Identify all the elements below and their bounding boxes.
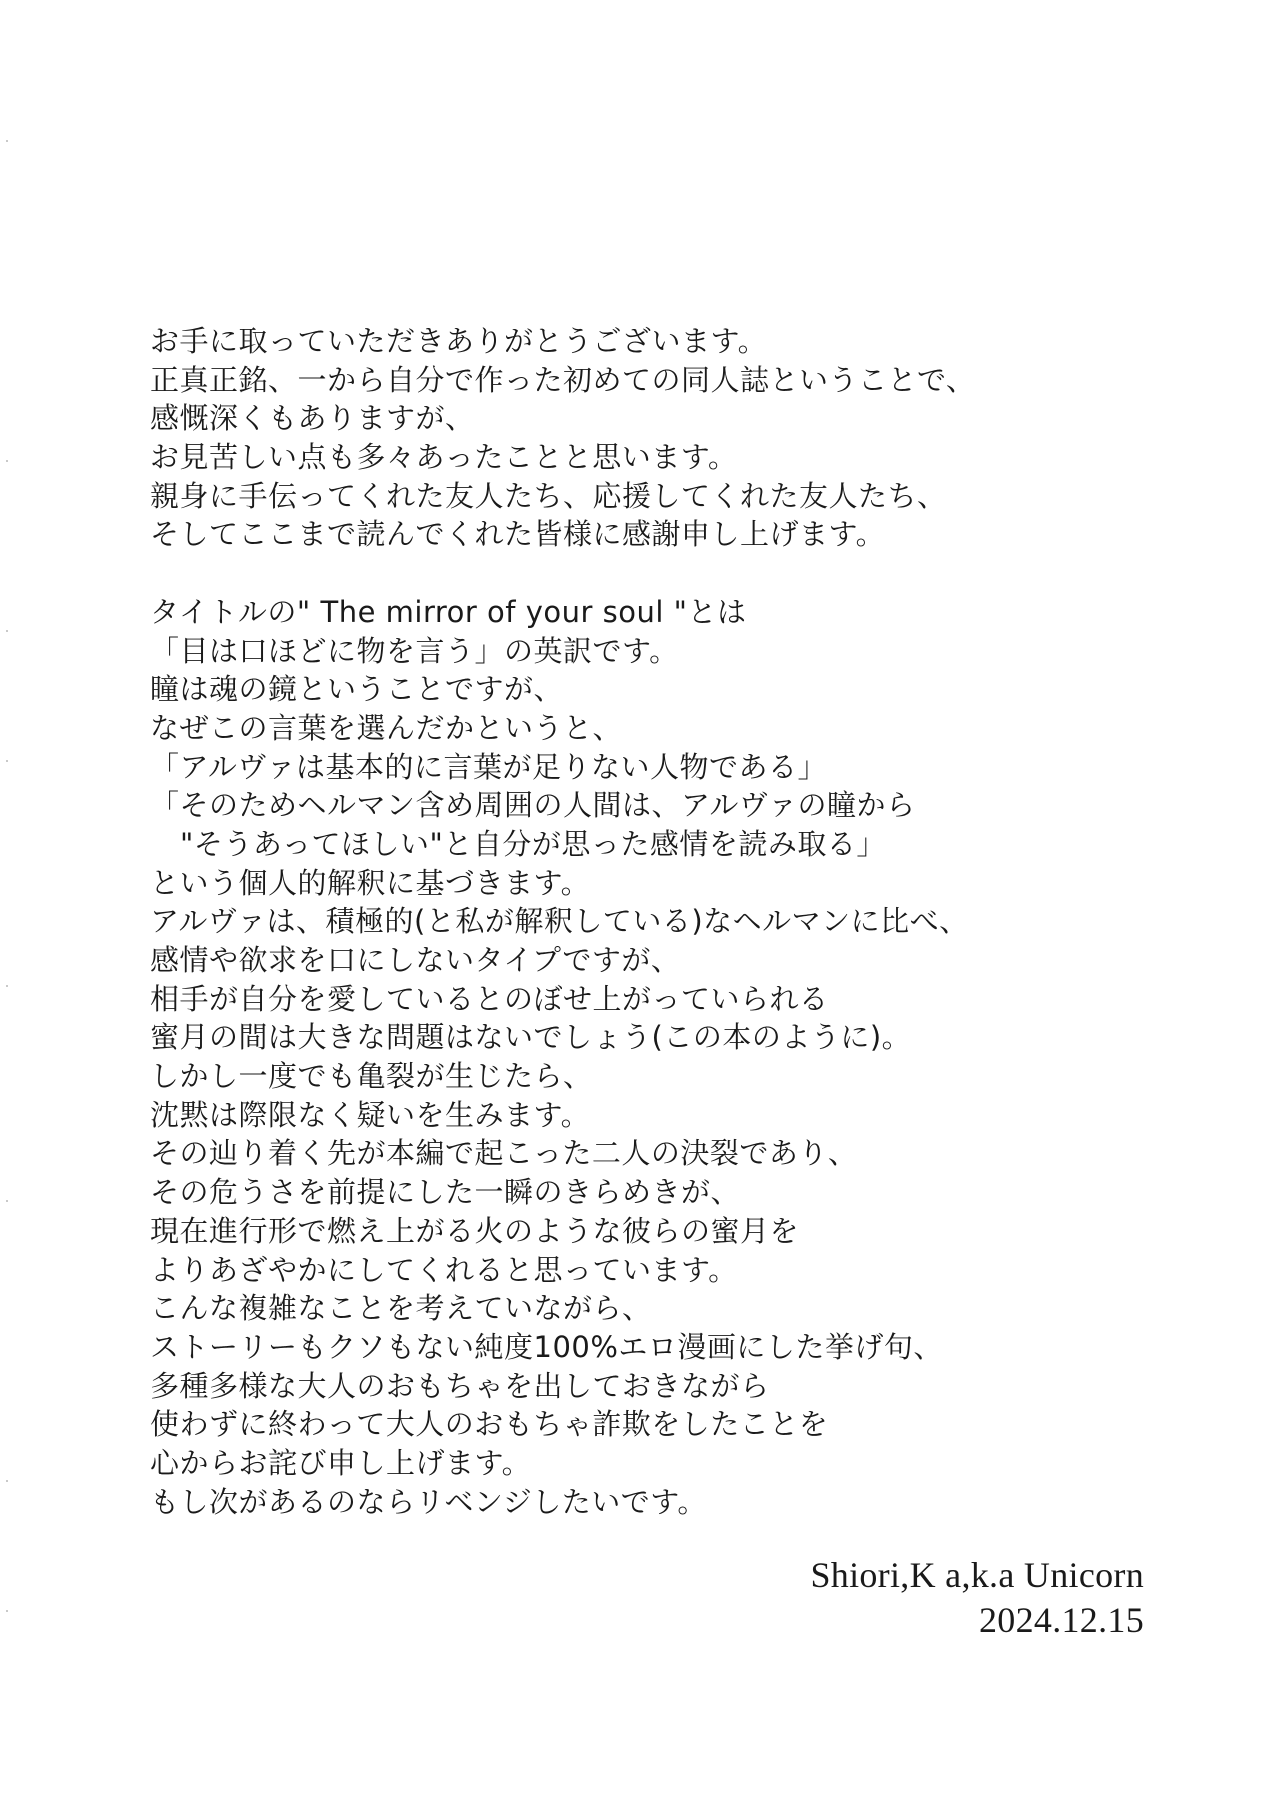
scan-edge-mark xyxy=(6,1610,8,1612)
text-line: 現在進行形で燃え上がる火のような彼らの蜜月を xyxy=(150,1213,800,1248)
scan-edge-mark xyxy=(6,985,8,987)
paragraph-spacer xyxy=(150,554,1150,593)
text-line: 使わずに終わって大人のおもちゃ詐欺をしたことを xyxy=(150,1407,829,1442)
text-line: その危うさを前提にした一瞬のきらめきが、 xyxy=(150,1175,741,1210)
text-line: よりあざやかにしてくれると思っています。 xyxy=(150,1252,738,1287)
text-line: 感情や欲求を口にしないタイプですが、 xyxy=(150,943,681,977)
text-line: タイトルの" The mirror of your soul "とは xyxy=(150,594,747,629)
text-line: 正真正銘、一から自分で作った初めての同人誌ということで、 xyxy=(150,362,976,397)
text-line: 心からお詫び申し上げます。 xyxy=(150,1445,532,1480)
text-line: "そうあってほしい"と自分が思った感情を読み取る」 xyxy=(180,826,886,861)
scan-edge-mark xyxy=(6,1200,8,1202)
signature-block xyxy=(810,1553,1144,1643)
scan-edge-mark xyxy=(6,760,8,762)
text-line: 多種多様な大人のおもちゃを出しておきながら xyxy=(150,1368,770,1403)
text-line: しかし一度でも亀裂が生じたら、 xyxy=(150,1059,593,1094)
scan-edge-mark xyxy=(6,1480,8,1482)
text-line: 感慨深くもありますが、 xyxy=(150,401,475,436)
text-line: ストーリーもクソもない純度100%エロ漫画にした挙げ句、 xyxy=(150,1329,943,1364)
text-line: もし次があるのならリベンジしたいです。 xyxy=(150,1484,707,1519)
text-line: 親身に手伝ってくれた友人たち、応援してくれた友人たち、 xyxy=(150,478,947,513)
text-line: その辿り着く先が本編で起こった二人の決裂であり、 xyxy=(150,1136,858,1171)
scan-edge-mark xyxy=(6,140,8,142)
text-line: なぜこの言葉を選んだかというと、 xyxy=(150,710,623,745)
scan-edge-mark xyxy=(6,460,8,462)
text-line: 「目は口ほどに物を言う」の英訳です。 xyxy=(150,633,679,668)
text-line: お見苦しい点も多々あったことと思います。 xyxy=(150,440,738,475)
text-line: 「そのためヘルマン含め周囲の人間は、アルヴァの瞳から xyxy=(150,788,916,823)
scan-edge-mark xyxy=(6,630,8,632)
text-line: 沈黙は際限なく疑いを生みます。 xyxy=(150,1097,591,1132)
afterword-body xyxy=(150,322,1150,1521)
author-signature: Shiori,K a,k.a Unicorn xyxy=(810,1555,1144,1595)
text-line: こんな複雑なことを考えていながら、 xyxy=(150,1291,652,1326)
title-explanation-paragraph xyxy=(150,593,1150,1522)
text-line: 相手が自分を愛しているとのぼせ上がっていられる xyxy=(150,981,829,1016)
text-line: 「アルヴァは基本的に言葉が足りない人物である」 xyxy=(150,749,828,784)
thanks-paragraph xyxy=(150,322,1150,554)
text-line: お手に取っていただきありがとうございます。 xyxy=(150,324,768,358)
signature-date: 2024.12.15 xyxy=(979,1600,1144,1640)
text-line: アルヴァは、積極的(と私が解釈している)なヘルマンに比べ、 xyxy=(150,904,969,939)
text-line: そしてここまで読んでくれた皆様に感謝申し上げます。 xyxy=(150,517,886,552)
text-line: という個人的解釈に基づきます。 xyxy=(150,865,591,900)
text-line: 蜜月の間は大きな問題はないでしょう(この本のように)。 xyxy=(150,1020,912,1055)
text-line: 瞳は魂の鏡ということですが、 xyxy=(150,672,564,707)
